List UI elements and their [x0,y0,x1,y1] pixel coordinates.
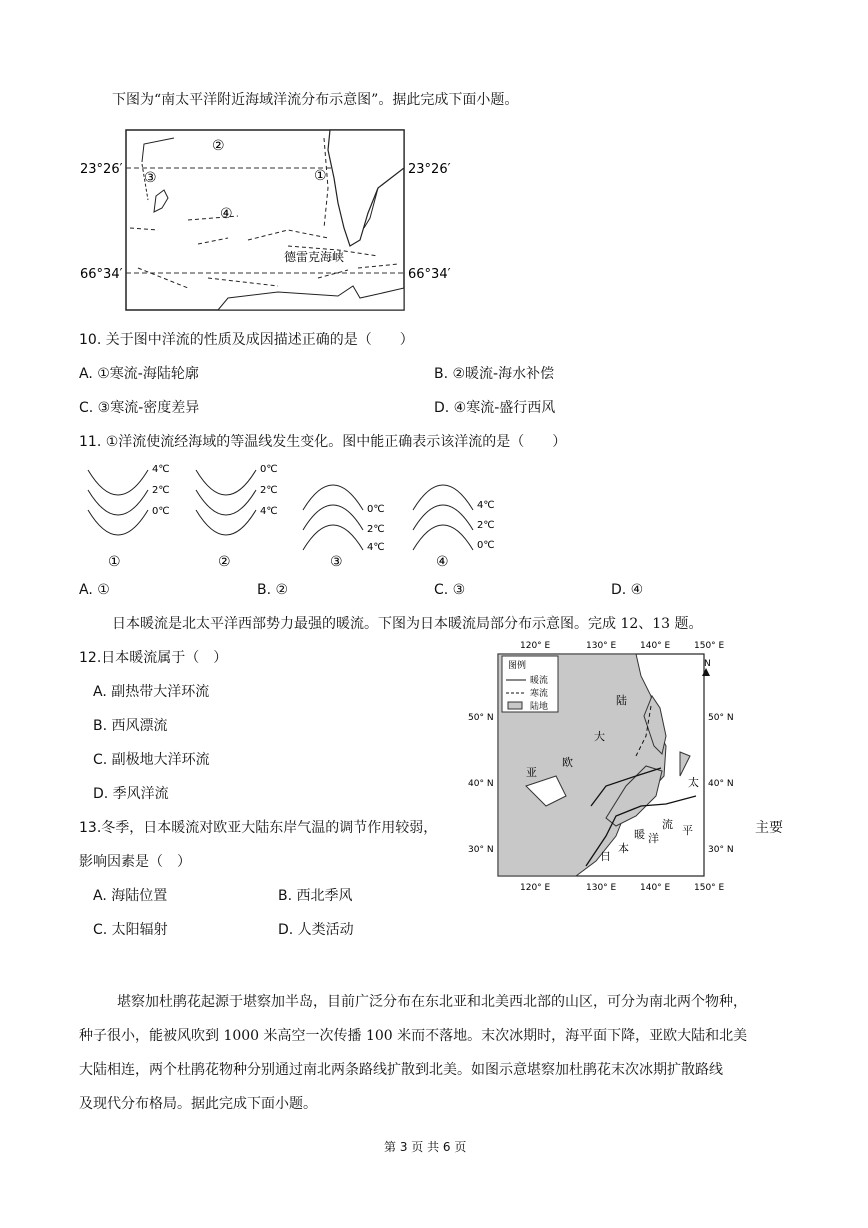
legend-land: 陆地 [530,702,549,712]
kuroshio-current-map [466,636,748,896]
q12-option-b: B. 西风漂流 [93,718,168,734]
map-char-ben: 本 [618,842,629,855]
lat-label-left-bottom: 66°34′ [80,267,123,282]
map-char-liu: 流 [662,818,673,831]
q13-option-b: B. 西北季风 [278,888,353,904]
q13-option-d: D. 人类活动 [278,922,354,938]
lat-right-40: 40° N [708,779,734,789]
lon-bot-140: 140° E [640,883,671,893]
map-char-ou: 欧 [562,756,573,769]
q11-option-c: C. ③ [434,582,466,598]
map-char-yang: 洋 [648,832,659,845]
d3-label: ③ [330,554,343,570]
isotherm-diagram-2 [196,470,256,535]
q11-option-b: B. ② [257,582,289,598]
map-char-da: 大 [594,730,605,743]
q10-option-c: C. ③寒流-密度差异 [79,400,200,416]
question-12-stem: 12.日本暖流属于（ ） [79,650,228,666]
q12-option-d: D. 季风洋流 [93,786,169,802]
lat-left-50: 50° N [468,713,494,723]
paragraph-line-3: 大陆相连，两个杜鹃花物种分别通过南北两条路线扩散到北美。如图示意堪察加杜鹃花末次冰期扩散路线 [79,1062,723,1078]
question-13-stem-a: 13.冬季，日本暖流对欧亚大陆东岸气温的调节作用较弱， [79,820,438,836]
q13-option-c: C. 太阳辐射 [93,922,168,938]
lon-top-130: 130° E [586,641,617,651]
lat-label-right-top: 23°26′ [408,162,451,177]
lon-bot-130: 130° E [586,883,617,893]
d1-temp-mid: 2℃ [152,485,170,496]
lat-right-30: 30° N [708,845,734,855]
legend-warm: 暖流 [530,676,549,686]
map-char-ping: 平 [682,824,693,837]
lon-top-140: 140° E [640,641,671,651]
d4-temp-top: 4℃ [477,500,495,511]
q12-option-c: C. 副极地大洋环流 [93,752,210,768]
q13-option-a: A. 海陆位置 [93,888,168,904]
lon-bot-120: 120° E [520,883,551,893]
north-label: N [704,659,711,669]
d4-temp-bot: 0℃ [477,540,495,551]
map1-label-3: ③ [144,170,157,186]
lat-label-right-bottom: 66°34′ [408,267,451,282]
lat-left-30: 30° N [468,845,494,855]
legend-title: 图例 [508,661,527,671]
d2-temp-mid: 2℃ [260,485,278,496]
q10-option-b: B. ②暖流-海水补偿 [434,366,555,382]
paragraph-line-4: 及现代分布格局。据此完成下面小题。 [79,1096,317,1112]
d4-label: ④ [436,554,449,570]
d2-temp-bot: 4℃ [260,506,278,517]
d1-label: ① [108,554,121,570]
ocean-current-map-south-pacific [78,128,458,313]
q11-option-d: D. ④ [611,582,644,598]
lat-left-40: 40° N [468,779,494,789]
lon-top-120: 120° E [520,641,551,651]
lat-right-50: 50° N [708,713,734,723]
intro-text-1: 下图为“南太平洋附近海域洋流分布示意图”。据此完成下面小题。 [112,92,519,108]
d3-temp-bot: 4℃ [367,542,385,553]
drake-passage-label: 德雷克海峡 [284,250,345,264]
d2-label: ② [218,554,231,570]
d4-temp-mid: 2℃ [477,520,495,531]
map-char-tai: 太 [688,776,699,789]
d3-temp-mid: 2℃ [367,524,385,535]
paragraph-line-2: 种子很小，能被风吹到 1000 米高空一次传播 100 米而不落地。末次冰期时，海平面下降，亚欧大陆和北美 [79,1028,748,1044]
question-10-stem: 10. 关于图中洋流的性质及成因描述正确的是（ ） [79,332,414,348]
q10-option-a: A. ①寒流-海陆轮廓 [79,366,199,382]
lon-top-150: 150° E [694,641,725,651]
isotherm-diagram-3 [303,485,363,550]
map-char-ya: 亚 [526,766,537,779]
d1-temp-bot: 0℃ [152,506,170,517]
map-char-nuan: 暖 [634,828,645,841]
question-13-stem-c: 影响因素是（ ） [79,854,191,870]
lon-bot-150: 150° E [694,883,725,893]
page-footer: 第 3 页 共 6 页 [384,1140,467,1154]
isotherm-diagrams [78,460,508,572]
map1-label-1: ① [314,168,327,184]
d2-temp-top: 0℃ [260,464,278,475]
map1-label-4: ④ [220,206,233,222]
legend-cold: 寒流 [530,689,549,699]
q11-option-a: A. ① [79,582,110,598]
q10-option-d: D. ④寒流-盛行西风 [434,400,556,416]
d1-temp-top: 4℃ [152,464,170,475]
map-char-lu: 陆 [616,694,627,707]
question-11-stem: 11. ①洋流使流经海域的等温线发生变化。图中能正确表示该洋流的是（ ） [79,434,567,450]
q12-option-a: A. 副热带大洋环流 [93,684,210,700]
question-13-stem-b: 主要 [755,820,783,836]
map1-label-2: ② [212,138,225,154]
d3-temp-top: 0℃ [367,504,385,515]
isotherm-diagram-1 [88,470,148,535]
lat-label-left-top: 23°26′ [80,162,123,177]
isotherm-diagram-4 [413,485,473,550]
map-char-ri: 日 [600,850,611,863]
intro-text-2: 日本暖流是北太平洋西部势力最强的暖流。下图为日本暖流局部分布示意图。完成 12、13 题。 [112,616,703,632]
paragraph-line-1: 堪察加杜鹃花起源于堪察加半岛，目前广泛分布在东北亚和北美西北部的山区，可分为南北两个物种， [117,994,747,1010]
